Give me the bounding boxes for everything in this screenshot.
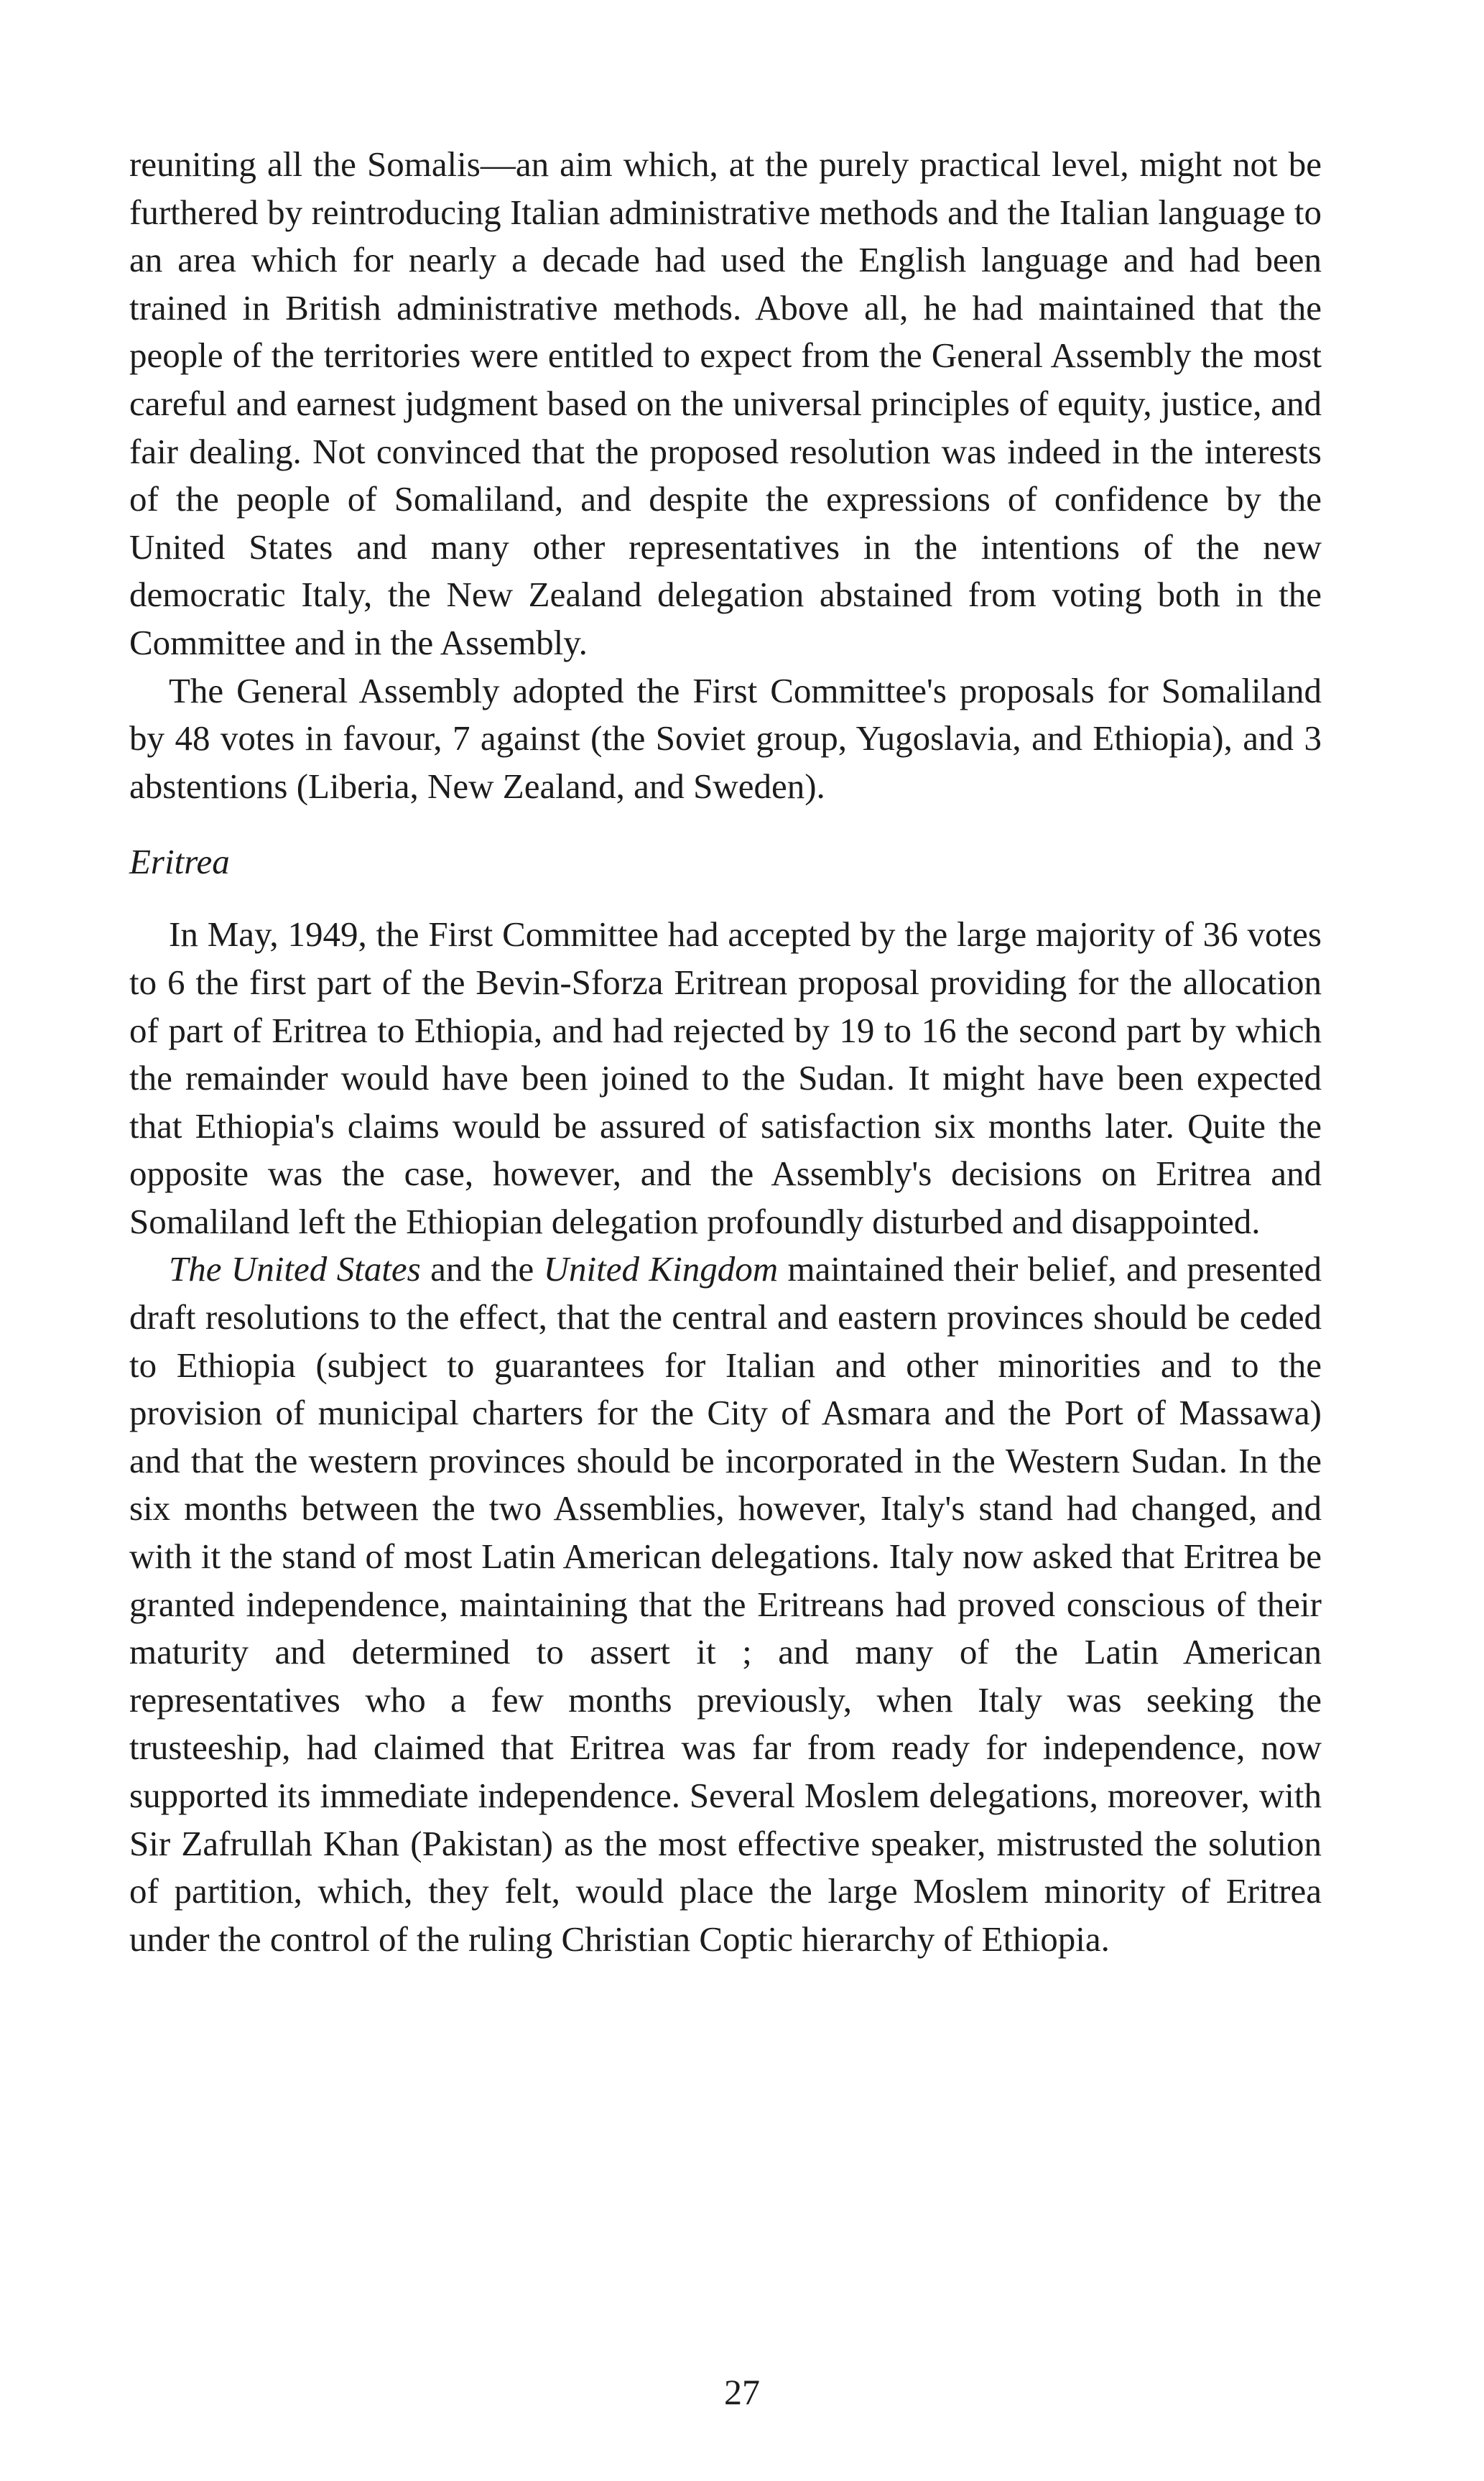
page-body — [129, 141, 1322, 1963]
paragraph-us-uk-resolutions — [129, 1246, 1322, 1963]
italic-united-kingdom: United Kingdom — [543, 1249, 779, 1289]
paragraph-assembly-vote: The General Assembly adopted the First Committee's proposals for Somaliland by 48 votes in favour, 7 against (the Soviet group, Yugoslavia, and Ethiopia), and 3 abstentions (Liberia, New Zealand, and Sweden). — [129, 670, 1322, 806]
paragraph-first-committee-may-1949: In May, 1949, the First Committee had accepted by the large majority of 36 votes to 6 the first part of the Bevin-Sforza Eritrean proposal providing for the allocation of part of Eritrea to Ethiopia, and had rejected by 19 to 16 the second part by which the remainder would have been joined to the Sudan. It might have been expected that Ethiopia's claims would be assured of satisfaction six months later. Quite the opposite was the case, however, and the Assembly's decisions on Eritrea and Somaliland left the Ethiopian delegation profoundly disturbed and disappointed. — [129, 914, 1322, 1241]
page-number: 27 — [724, 2372, 760, 2412]
paragraph-us-uk-body: maintained their belief, and presented draft resolutions to the effect, that the central and eastern provinces should be ceded to Ethiopia (subject to guarantees for Italian and other minorities and to the provision of municipal charters for the City of Asmara and the Port of Massawa) and that the western provinces should be incorporated in the Western Sudan. In the six months between the two Assemblies, however, Italy's stand had changed, and with it the stand of most Latin American delegations. Italy now asked that Eritrea be granted independence, maintaining that the Eritreans had proved conscious of their maturity and determined to assert it ; and many of the Latin American representatives who a few months previously, when Italy was seeking the trusteeship, had claimed that Eritrea was far from ready for independence, now supported its immediate independence. Several Moslem delegations, moreover, with Sir Zafrullah Khan (Pakistan) as the most effective speaker, mistrusted the solution of partition, which, they felt, would place the large Moslem minority of Eritrea under the control of the ruling Christian Coptic hierarchy of Ethiopia. — [129, 1249, 1322, 1959]
connector-text: and the — [420, 1249, 544, 1289]
italic-united-states: The United States — [169, 1249, 421, 1289]
paragraph-somalis-continuation: reuniting all the Somalis—an aim which, at the purely practical level, might not be furthered by reintroducing Italian administrative methods and the Italian language to an area which for nearly a decade had used the English language and had been trained in British administrative methods. Above all, he had maintained that the people of the territories were entitled to expect from the General Assembly the most careful and earnest judgment based on the universal principles of equity, justice, and fair dealing. Not convinced that the proposed resolution was indeed in the interests of the people of Somaliland, and despite the expressions of confidence by the United States and many other representatives in the intentions of the new democratic Italy, the New Zealand delegation abstained from voting both in the Committee and in the Assembly. — [129, 144, 1322, 662]
section-heading-eritrea: Eritrea — [129, 842, 230, 882]
